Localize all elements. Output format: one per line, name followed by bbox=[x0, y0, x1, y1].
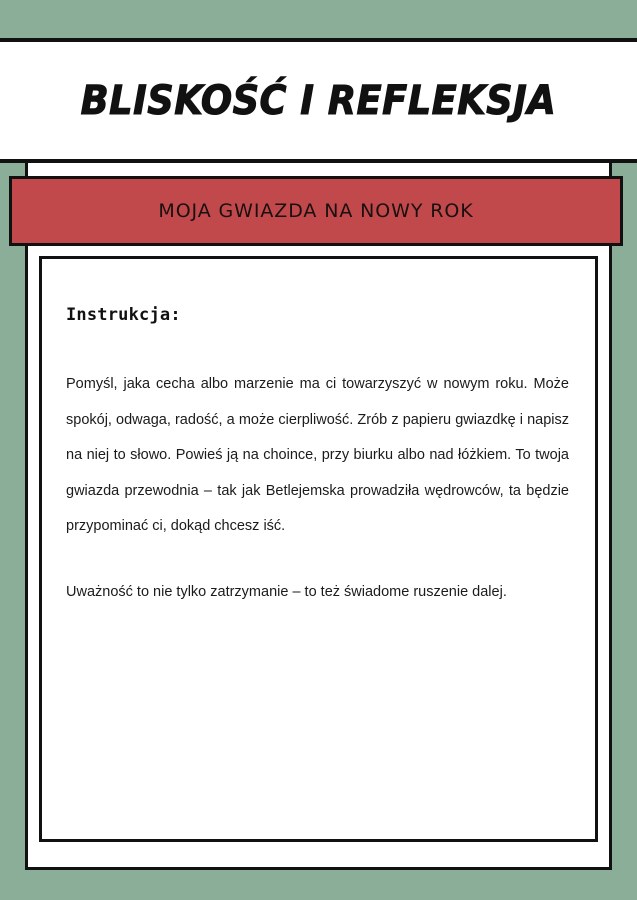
instruction-content-box bbox=[39, 256, 598, 842]
section-banner-label: MOJA GWIAZDA NA NOWY ROK bbox=[158, 200, 474, 222]
section-banner bbox=[9, 176, 623, 246]
page-title: BLISKOŚĆ I REFLEKSJA bbox=[80, 77, 557, 124]
instruction-content-inner bbox=[42, 259, 595, 610]
instruction-paragraph-2: Uważność to nie tylko zatrzymanie – to też świadome ruszenie dalej. bbox=[66, 583, 507, 600]
title-banner bbox=[0, 38, 637, 163]
instruction-heading: Instrukcja: bbox=[66, 305, 181, 325]
instruction-paragraph-1: Pomyśl, jaka cecha albo marzenie ma ci towarzyszyć w nowym roku. Może spokój, odwaga, radość, a może cierpliwość. Zrób z papieru gwiazdkę i napisz na niej to słowo. Powieś ją na choince, przy biurku albo nad łóżkiem. To twoja gwiazda przewodnia – tak jak Betlejemska prowadziła wędrowców, ta będzie przypominać ci, dokąd chcesz iść. bbox=[66, 376, 569, 535]
